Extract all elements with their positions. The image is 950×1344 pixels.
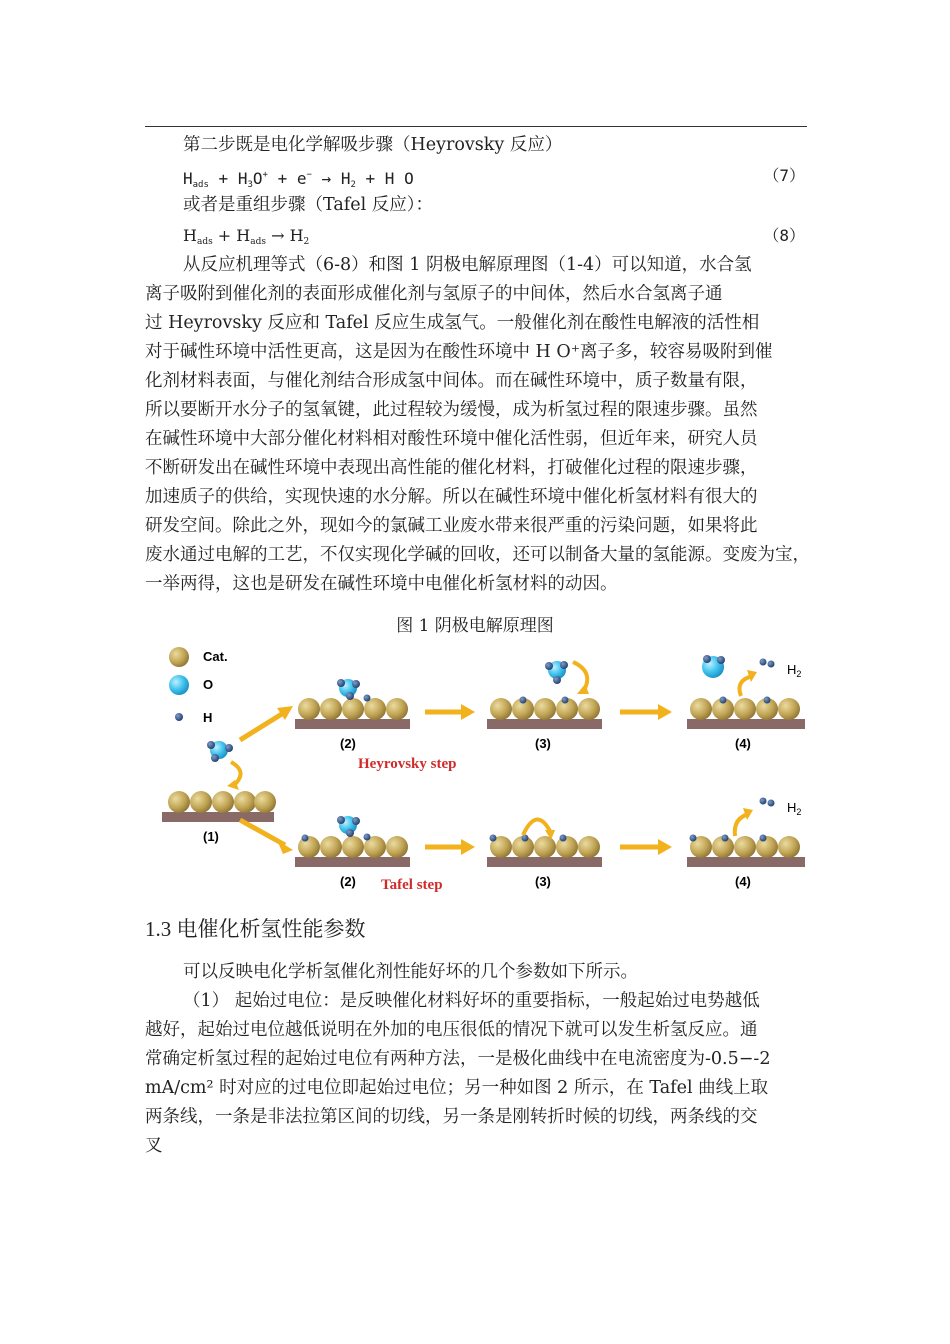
paragraph1-line: 在碱性环境中大部分催化材料相对酸性环境中催化活性弱，但近年来，研究人员	[145, 429, 758, 449]
heyrovsky-stage-3-label: (3)	[535, 736, 551, 751]
tafel-h2-label: $H_2$	[787, 800, 802, 817]
tafel-stage-3	[487, 819, 602, 889]
equation-8-number: （8）	[763, 226, 805, 245]
paragraph1-line: 加速质子的供给，实现快速的水分解。所以在碱性环境中催化析氢材料有很大的	[145, 487, 758, 507]
cathode-electrolysis-diagram	[145, 640, 815, 898]
tafel-stage-3-label: (3)	[535, 874, 551, 889]
section-line: 可以反映电化学析氢催化剂性能好坏的几个参数如下所示。	[183, 962, 638, 982]
tafel-step-label: Tafel step	[381, 877, 443, 893]
text-line-tafel-intro: 或者是重组步骤（Tafel 反应）：	[183, 195, 433, 215]
section-line: （1） 起始过电位：是反映催化材料好坏的重要指标，一般起始过电势越低	[183, 991, 760, 1011]
equation-7: $H_{ads} + H_3O^+ + e^- \to H_2 + H$ O	[183, 169, 414, 190]
equation-7-number: （7）	[763, 166, 805, 185]
heyrovsky-stage-3	[487, 661, 602, 751]
section-heading: 1.3 电催化析氢性能参数	[145, 917, 366, 941]
equation-8: $H_{ads} + H_{ads} \to H_2$	[183, 226, 310, 247]
heyrovsky-stage-2-label: (2)	[340, 736, 356, 751]
tafel-stage-2-label: (2)	[340, 874, 356, 889]
tafel-stage-4	[687, 798, 805, 890]
legend-cat-label: Cat.	[203, 649, 228, 664]
heyrovsky-stage-4-label: (4)	[735, 736, 751, 751]
paragraph1-line: 研发空间。除此之外，现如今的氯碱工业废水带来很严重的污染问题，如果将此	[145, 516, 758, 536]
tafel-stage-4-label: (4)	[735, 874, 751, 889]
figure-caption: 图 1 阴极电解原理图	[396, 616, 554, 636]
section-line: 叉	[145, 1136, 163, 1156]
legend-o-label: O	[203, 677, 214, 692]
heyrovsky-stage-2	[295, 679, 410, 751]
heyrovsky-stage-4	[687, 655, 805, 751]
text-line-heyrovsky-intro: 第二步既是电化学解吸步骤（Heyrovsky 反应）	[183, 135, 563, 155]
heyrovsky-step-label: Heyrovsky step	[358, 756, 457, 772]
paragraph1-line: 一举两得，这也是研发在碱性环境中电催化析氢材料的动因。	[145, 574, 618, 594]
header-rule	[145, 126, 807, 127]
paragraph1-line: 所以要断开水分子的氢氧键，此过程较为缓慢，成为析氢过程的限速步骤。虽然	[145, 400, 758, 420]
paragraph1-line: 化剂材料表面，与催化剂结合形成氢中间体。而在碱性环境中，质子数量有限，	[145, 371, 758, 391]
paragraph1-line: 废水通过电解的工艺，不仅实现化学碱的回收，还可以制备大量的氢能源。变废为宝，	[145, 545, 810, 565]
legend-h-label: H	[203, 710, 213, 725]
section-line: mA/cm² 时对应的过电位即起始过电位；另一种如图 2 所示，在 Tafel 曲线上取	[145, 1078, 769, 1098]
section-line: 常确定析氢过程的起始过电位有两种方法，一是极化曲线中在电流密度为-0.5−-2	[145, 1049, 771, 1069]
section-line: 越好，起始过电位越低说明在外加的电压很低的情况下就可以发生析氢反应。通	[145, 1020, 758, 1040]
heyrovsky-h2-label: $H_2$	[787, 662, 802, 679]
paragraph1-line: 从反应机理等式（6-8）和图 1 阴极电解原理图（1-4）可以知道，水合氢	[183, 255, 752, 275]
legend-o-icon	[169, 675, 189, 695]
paragraph1-line: 对于碱性环境中活性更高，这是因为在酸性环境中 H O⁺离子多，较容易吸附到催	[145, 342, 773, 362]
paragraph1-line: 离子吸附到催化剂的表面形成催化剂与氢原子的中间体，然后水合氢离子通	[145, 284, 723, 304]
section-line: 两条线，一条是非法拉第区间的切线，另一条是刚转折时候的切线，两条线的交	[145, 1107, 758, 1127]
paragraph1-line: 不断研发出在碱性环境中表现出高性能的催化材料，打破催化过程的限速步骤，	[145, 458, 758, 478]
paragraph1-line: 过 Heyrovsky 反应和 Tafel 反应生成氢气。一般催化剂在酸性电解液的活性相	[145, 313, 760, 333]
stage-1-label: (1)	[203, 829, 219, 844]
legend-h-icon	[175, 713, 183, 721]
legend-cat-icon	[169, 647, 189, 667]
